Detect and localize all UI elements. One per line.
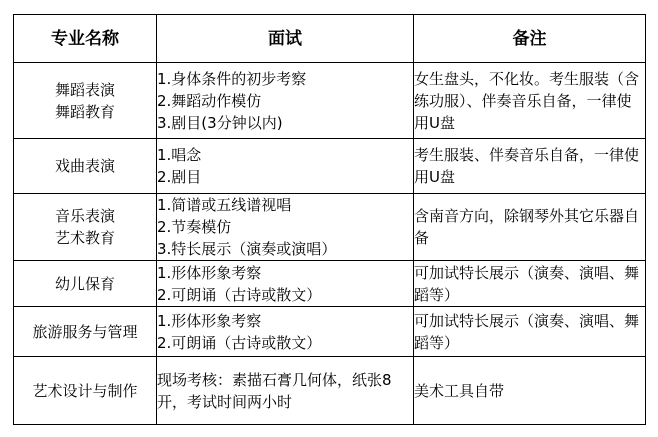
major-cell <box>14 307 157 357</box>
exam-item: 1.身体条件的初步考察 <box>157 69 307 88</box>
major-name: 舞蹈表演 <box>54 80 115 99</box>
major-name: 幼儿保育 <box>54 274 115 293</box>
table-header-row <box>14 15 646 63</box>
note-cell <box>414 307 646 357</box>
exam-cell <box>157 307 414 357</box>
note-text: 含南音方向，除钢琴外其它乐器自备 <box>414 207 640 247</box>
note-cell <box>414 63 646 139</box>
header-exam: 面试 <box>157 15 414 63</box>
major-cell <box>14 261 157 307</box>
table-row <box>14 357 646 425</box>
table-row <box>14 261 646 307</box>
major-name: 音乐表演 <box>54 207 115 225</box>
exam-item: 2.节奏模仿 <box>157 218 232 236</box>
major-name: 艺术设计与制作 <box>32 381 138 400</box>
table-row <box>14 139 646 194</box>
note-text: 可加试特长展示（演奏、演唱、舞蹈等） <box>414 311 640 352</box>
exam-item: 2.剧目 <box>157 168 202 186</box>
note-cell <box>414 139 646 194</box>
exam-cell <box>157 261 414 307</box>
note-text: 女生盘头，不化妆。考生服装（含练功服）、伴奏音乐自备，一律使用U盘 <box>414 69 640 132</box>
major-cell <box>14 357 157 425</box>
major-name: 艺术教育 <box>54 229 115 247</box>
header-major: 专业名称 <box>14 15 157 63</box>
exam-cell <box>157 194 414 261</box>
table-row <box>14 63 646 139</box>
major-name: 旅游服务与管理 <box>32 322 138 341</box>
table-row <box>14 307 646 357</box>
note-text: 美术工具自带 <box>414 381 505 400</box>
exam-item: 3.剧目(3分钟以内) <box>157 113 283 132</box>
exam-cell <box>157 139 414 194</box>
header-note: 备注 <box>414 15 646 63</box>
exam-item: 2.舞蹈动作模仿 <box>157 91 262 110</box>
major-cell <box>14 63 157 139</box>
exam-item: 3.特长展示（演奏或演唱） <box>157 240 337 258</box>
exam-cell <box>157 357 414 425</box>
note-cell <box>414 194 646 261</box>
major-name: 戏曲表演 <box>54 157 115 175</box>
exam-item: 1.唱念 <box>157 146 202 164</box>
exam-item: 1.形体形象考察 <box>157 263 262 282</box>
exam-item: 1.形体形象考察 <box>157 311 262 330</box>
exam-text: 现场考核：素描石膏几何体，纸张8开，考试时间两小时 <box>157 370 392 411</box>
major-cell <box>14 139 157 194</box>
major-name: 舞蹈教育 <box>54 102 115 121</box>
note-cell <box>414 261 646 307</box>
note-cell <box>414 357 646 425</box>
exam-requirements-table <box>13 14 646 425</box>
table-row <box>14 194 646 261</box>
note-text: 考生服装、伴奏音乐自备，一律使用U盘 <box>414 146 640 186</box>
exam-item: 2.可朗诵（古诗或散文） <box>157 285 322 304</box>
note-text: 可加试特长展示（演奏、演唱、舞蹈等） <box>414 263 640 304</box>
major-cell <box>14 194 157 261</box>
exam-item: 1.简谱或五线谱视唱 <box>157 196 292 214</box>
exam-item: 2.可朗诵（古诗或散文） <box>157 333 322 352</box>
exam-cell <box>157 63 414 139</box>
